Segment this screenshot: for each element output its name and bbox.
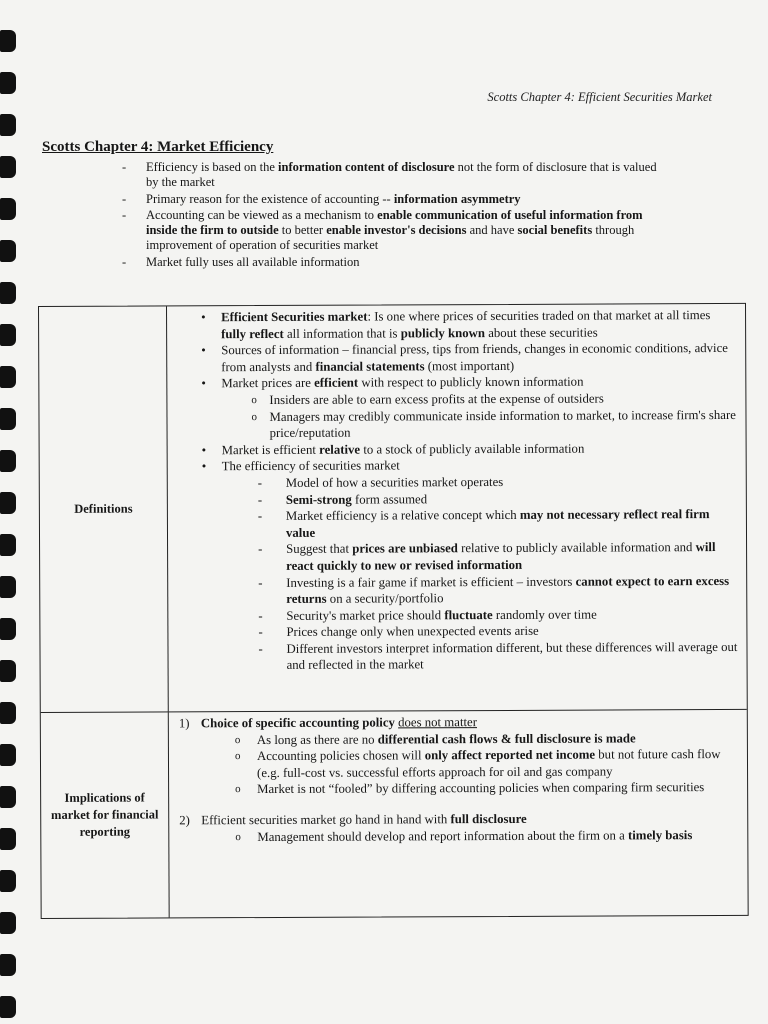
definition-text: Market is efficient xyxy=(221,442,320,457)
definition-text: (most important) xyxy=(424,358,515,374)
intro-text: enable communication of useful information from inside the firm to outside xyxy=(146,207,643,238)
binding-ring xyxy=(0,72,16,94)
implication-item xyxy=(179,713,739,798)
definition-dashitem xyxy=(258,489,738,508)
intro-text: enable investor's decisions xyxy=(326,223,467,238)
notes-table xyxy=(38,303,749,919)
definition-dashtext: relative to publicly available information and xyxy=(457,540,696,556)
running-header: Scotts Chapter 4: Efficient Securities Market xyxy=(487,90,712,104)
implication-subtext: differential cash flows & full disclosure is made xyxy=(377,730,636,747)
definitions-content xyxy=(167,304,747,712)
binding-ring xyxy=(0,324,16,346)
implication-text: Choice of specific accounting policy xyxy=(200,715,399,731)
definition-text: publicly known xyxy=(400,325,486,341)
implication-subtext: Market is not “fooled” by differing accounting policies when comparing firm securities xyxy=(257,780,705,797)
definition-dashtext: Security's market price should xyxy=(286,607,445,623)
intro-item xyxy=(122,208,662,254)
binding-ring xyxy=(0,744,16,766)
binding-ring xyxy=(0,912,16,934)
definition-bullet xyxy=(201,340,737,376)
definition-dashtext: on a security/portfolio xyxy=(326,591,444,606)
intro-text: to better xyxy=(278,223,327,238)
definition-dashtext: Investing is a fair game if market is efficient – investors xyxy=(286,574,576,590)
definition-dashitem xyxy=(258,572,738,607)
definition-text: relative xyxy=(319,442,361,457)
implications-list xyxy=(169,713,740,846)
definition-dashtext: Different investors interpret information different, but these differences will average out and reflected in the market xyxy=(286,639,738,673)
intro-text: not the form of disclosure that is valued by the market xyxy=(146,160,657,190)
definition-text: with respect to publicly known information xyxy=(358,374,584,390)
definition-dashtext: fluctuate xyxy=(444,607,493,622)
definition-dashtext: will react quickly to new or revised information xyxy=(286,540,716,573)
implication-subitem xyxy=(235,746,739,781)
binding-ring xyxy=(0,156,16,178)
intro-list xyxy=(122,160,662,271)
definition-text: all information that is xyxy=(283,326,401,341)
binding-ring xyxy=(0,282,16,304)
definition-dashitem xyxy=(258,473,738,492)
intro-text: Market fully uses all available information xyxy=(146,254,360,269)
implication-subtext: Accounting policies chosen will xyxy=(256,748,425,764)
implication-subtext: only affect reported net income xyxy=(424,747,596,763)
definition-dashtext: Suggest that xyxy=(286,541,353,557)
definition-sublist xyxy=(221,390,737,442)
implication-number: 1) xyxy=(178,716,190,731)
implication-text: Efficient securities market go hand in hand with xyxy=(201,812,451,828)
intro-text: through improvement of operation of securities market xyxy=(146,223,635,253)
definition-dashtext: Model of how a securities market operates xyxy=(285,474,504,490)
binding-ring xyxy=(0,576,16,598)
implication-text: does not matter xyxy=(398,715,478,730)
intro-item xyxy=(122,160,662,191)
binding-ring xyxy=(0,828,16,850)
definition-dashtext: Market efficiency is a relative concept which xyxy=(285,508,520,524)
implication-sublist xyxy=(179,827,739,846)
implication-number: 2) xyxy=(179,813,190,828)
definition-text: The efficiency of securities market xyxy=(221,458,400,474)
definition-text: Sources of information – financial press, tips from friends, changes in economic conditions, advice from analysts and xyxy=(221,341,728,374)
binding-ring xyxy=(0,492,16,514)
definition-dashlist xyxy=(222,473,739,674)
intro-text: Accounting can be viewed as a mechanism to xyxy=(146,207,378,222)
binding-ring xyxy=(0,660,16,682)
definition-dashtext: may not necessary reflect real firm value xyxy=(285,507,710,540)
intro-text: information asymmetry xyxy=(393,191,521,206)
definition-subtext: Managers may credibly communicate inside information to market, to increase firm's share price/reputation xyxy=(269,407,736,441)
implication-subtext: timely basis xyxy=(627,827,693,842)
definition-dashitem xyxy=(258,539,738,574)
implication-text: full disclosure xyxy=(450,811,527,827)
implications-content xyxy=(169,710,748,918)
implication-subitem xyxy=(235,827,739,846)
definition-dashtext: cannot expect to earn excess returns xyxy=(286,573,730,607)
definition-dashtext: Semi-strong xyxy=(285,492,352,507)
intro-item xyxy=(122,192,662,207)
definition-bullet xyxy=(202,456,739,674)
notes-page xyxy=(22,0,768,1024)
definition-bullet xyxy=(201,373,737,442)
intro-text: Efficiency is based on the xyxy=(146,160,279,174)
definition-dashitem xyxy=(258,622,738,641)
binding-ring xyxy=(0,996,16,1018)
implication-item xyxy=(179,810,739,846)
intro-text: and have xyxy=(466,223,518,238)
definition-subitem xyxy=(251,407,737,442)
intro-text: information content of disclosure xyxy=(278,160,455,174)
intro-text: Primary reason for the existence of accounting -- xyxy=(146,191,394,206)
binding-ring xyxy=(0,786,16,808)
implication-heading-text xyxy=(201,811,527,829)
implication-subtext: Management should develop and report information about the firm on a xyxy=(257,827,629,844)
binding-ring xyxy=(0,618,16,640)
binding-ring xyxy=(0,954,16,976)
binding-ring xyxy=(0,534,16,556)
binding-ring xyxy=(0,702,16,724)
binding-ring xyxy=(0,408,16,430)
definition-text: efficient xyxy=(314,375,359,391)
definitions-label: Definitions xyxy=(39,306,169,712)
definition-text: financial statements xyxy=(315,359,425,374)
definition-text: : Is one where prices of securities traded on that market at all times xyxy=(367,308,711,324)
binding-ring xyxy=(0,450,16,472)
intro-item xyxy=(122,255,662,270)
definition-text: Efficient Securities market xyxy=(221,309,368,325)
definition-bullet xyxy=(201,307,737,343)
binding-ring xyxy=(0,198,16,220)
binding-ring xyxy=(0,366,16,388)
spiral-binding xyxy=(0,0,22,1024)
binding-ring xyxy=(0,870,16,892)
definition-subitem xyxy=(251,390,737,409)
binding-ring xyxy=(0,114,16,136)
definition-dashitem xyxy=(258,606,738,625)
definition-text: Market prices are xyxy=(221,376,315,391)
implication-subtext: but not future cash flow (e.g. full-cost vs. successful efforts approach for oil and gas company xyxy=(257,747,721,780)
definition-dashtext: randomly over time xyxy=(492,607,597,622)
definition-text: about these securities xyxy=(484,325,598,340)
definition-text: to a stock of publicly available information xyxy=(360,441,585,457)
implications-label: Implications of market for financial reporting xyxy=(41,712,170,918)
definition-dashitem xyxy=(258,506,738,541)
implication-subtext: As long as there are no xyxy=(256,732,378,747)
definition-dashtext: Prices change only when unexpected events arise xyxy=(286,624,539,640)
page-title: Scotts Chapter 4: Market Efficiency xyxy=(42,139,274,155)
definition-dashtext: form assumed xyxy=(351,491,428,507)
binding-ring xyxy=(0,240,16,262)
implication-subitem xyxy=(235,779,739,798)
implication-sublist xyxy=(179,730,739,799)
definitions-list xyxy=(167,307,739,675)
implication-heading-text xyxy=(201,714,477,732)
implications-row xyxy=(41,709,748,918)
definition-dashitem xyxy=(258,639,738,674)
definition-text: fully reflect xyxy=(221,326,284,341)
binding-ring xyxy=(0,30,16,52)
definition-dashtext: prices are unbiased xyxy=(352,541,458,556)
definition-subtext: Insiders are able to earn excess profits at the expense of outsiders xyxy=(269,391,604,407)
definitions-row xyxy=(39,304,747,712)
intro-text: social benefits xyxy=(517,223,593,238)
